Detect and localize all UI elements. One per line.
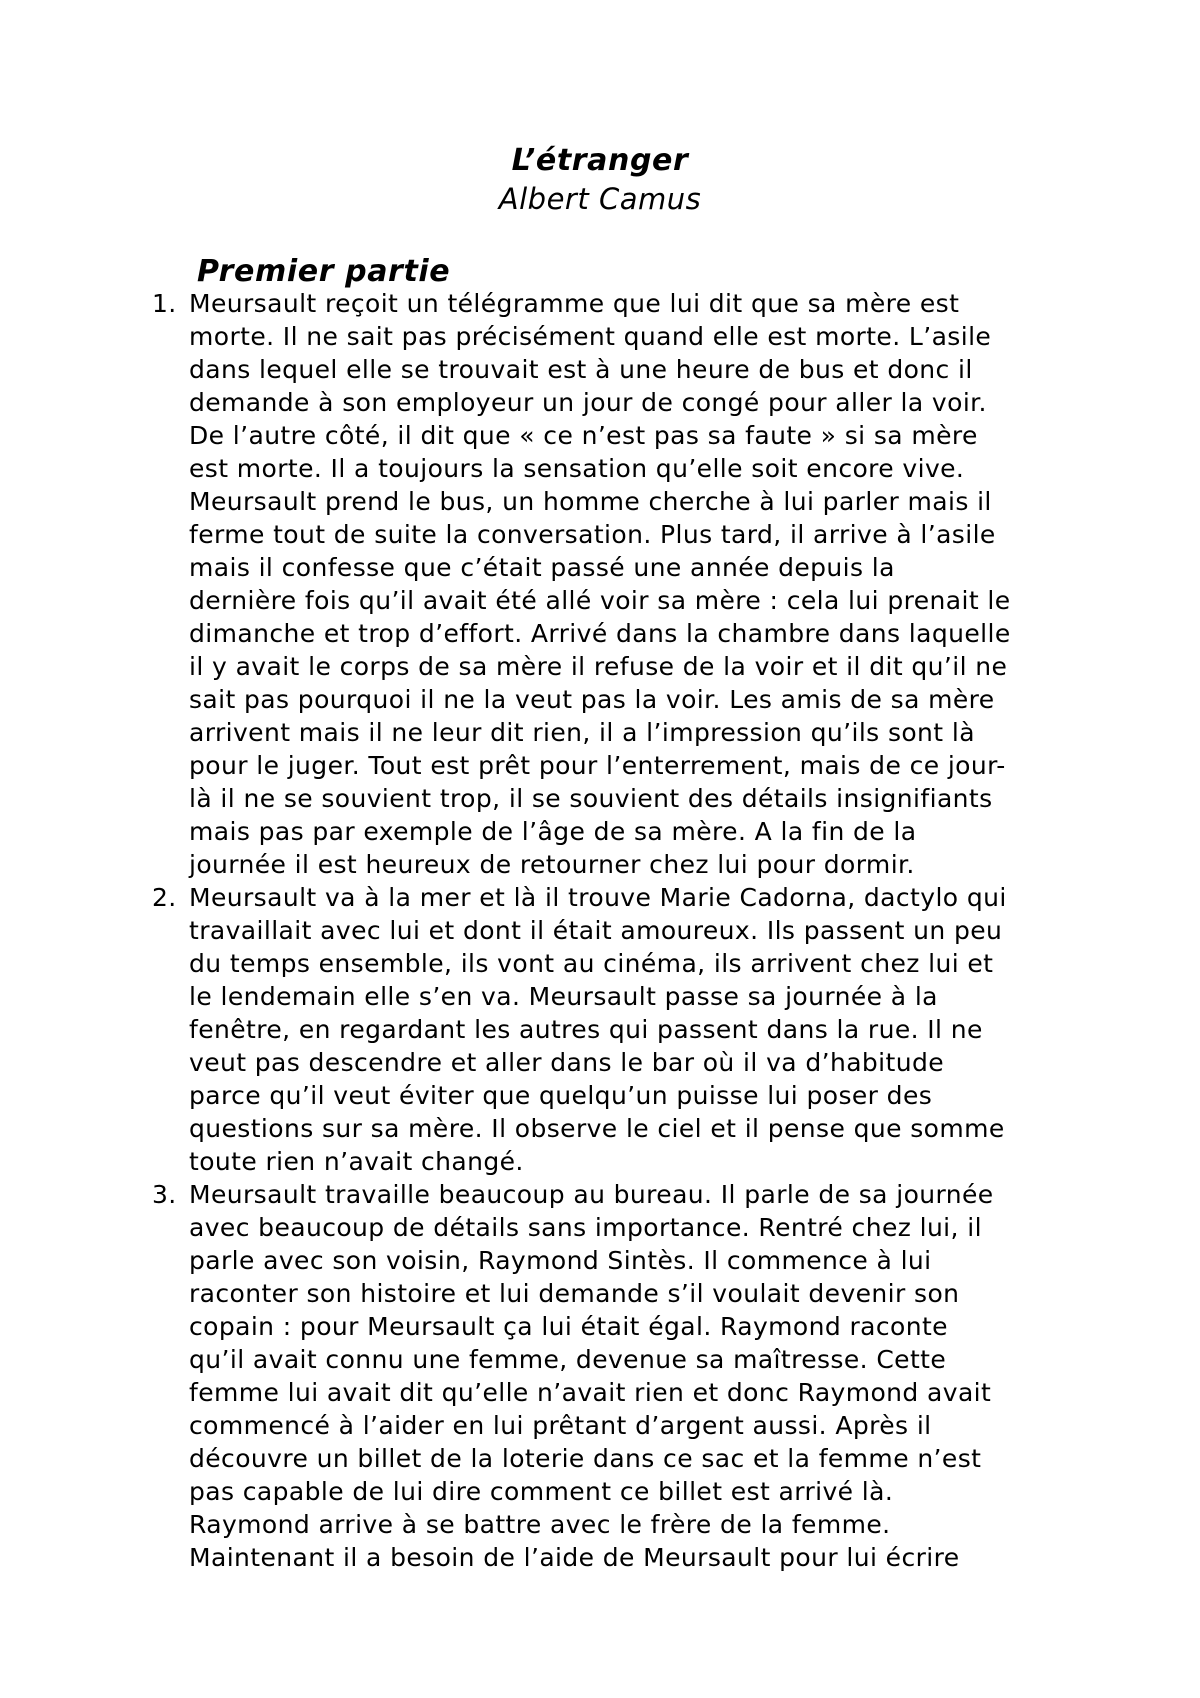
list-item-line: mais pas par exemple de l’âge de sa mère. A la fin de la (189, 817, 917, 846)
list-item-2 (0, 881, 1109, 1178)
list-item-line: copain : pour Meursault ça lui était égal. Raymond raconte (189, 1312, 948, 1341)
list-item-line: Maintenant il a besoin de l’aide de Meursault pour lui écrire (189, 1543, 960, 1572)
list-item-line: Meursault va à la mer et là il trouve Marie Cadorna, dactylo qui (189, 883, 1007, 912)
list-item-line: fenêtre, en regardant les autres qui passent dans la rue. Il ne (189, 1015, 983, 1044)
list-item-line: qu’il avait connu une femme, devenue sa maîtresse. Cette (189, 1345, 947, 1374)
list-item-number: 1. (152, 289, 177, 318)
list-item-line: morte. Il ne sait pas précisément quand elle est morte. L’asile (189, 322, 992, 351)
list-item-3 (0, 1178, 1109, 1574)
list-item-1 (0, 287, 1109, 881)
section-heading: Premier partie (197, 254, 451, 289)
list-item-line: De l’autre côté, il dit que « ce n’est pas sa faute » si sa mère (189, 421, 978, 450)
list-item-line: femme lui avait dit qu’elle n’avait rien et donc Raymond avait (189, 1378, 992, 1407)
list-item-line: toute rien n’avait changé. (189, 1147, 524, 1176)
list-item-line: ferme tout de suite la conversation. Plus tard, il arrive à l’asile (189, 520, 996, 549)
list-item-line: pour le juger. Tout est prêt pour l’enterrement, mais de ce jour- (189, 751, 1006, 780)
list-item-line: il y avait le corps de sa mère il refuse de la voir et il dit qu’il ne (189, 652, 1008, 681)
list-item-line: Meursault travaille beaucoup au bureau. Il parle de sa journée (189, 1180, 994, 1209)
list-item-line: avec beaucoup de détails sans importance. Rentré chez lui, il (189, 1213, 982, 1242)
list-item-line: Meursault prend le bus, un homme cherche à lui parler mais il (189, 487, 992, 516)
list-item-number: 3. (152, 1180, 177, 1209)
summary-list (0, 287, 1200, 1574)
list-item-line: veut pas descendre et aller dans le bar où il va d’habitude (189, 1048, 945, 1077)
list-item-line: raconter son histoire et lui demande s’il voulait devenir son (189, 1279, 960, 1308)
list-item-line: pas capable de lui dire comment ce billet est arrivé là. (189, 1477, 894, 1506)
list-item-line: mais il confesse que c’était passé une année depuis la (189, 553, 895, 582)
list-item-line: arrivent mais il ne leur dit rien, il a l’impression qu’ils sont là (189, 718, 975, 747)
list-item-line: là il ne se souvient trop, il se souvient des détails insignifiants (189, 784, 993, 813)
list-item-line: dernière fois qu’il avait été allé voir sa mère : cela lui prenait le (189, 586, 1011, 615)
list-item-line: Meursault reçoit un télégramme que lui dit que sa mère est (189, 289, 960, 318)
list-item-line: questions sur sa mère. Il observe le ciel et il pense que somme (189, 1114, 1005, 1143)
list-item-number: 2. (152, 883, 177, 912)
list-item-line: parce qu’il veut éviter que quelqu’un puisse lui poser des (189, 1081, 933, 1110)
list-item-line: journée il est heureux de retourner chez lui pour dormir. (189, 850, 915, 879)
document-title: L’étranger (511, 143, 689, 178)
list-item-line: sait pas pourquoi il ne la veut pas la voir. Les amis de sa mère (189, 685, 995, 714)
list-item-line: dans lequel elle se trouvait est à une heure de bus et donc il (189, 355, 973, 384)
list-item-line: dimanche et trop d’effort. Arrivé dans la chambre dans laquelle (189, 619, 1011, 648)
list-item-line: du temps ensemble, ils vont au cinéma, ils arrivent chez lui et (189, 949, 994, 978)
list-item-line: travaillait avec lui et dont il était amoureux. Ils passent un peu (189, 916, 1003, 945)
list-item-line: parle avec son voisin, Raymond Sintès. Il commence à lui (189, 1246, 932, 1275)
list-item-line: Raymond arrive à se battre avec le frère de la femme. (189, 1510, 891, 1539)
document-author: Albert Camus (498, 182, 702, 216)
list-item-line: est morte. Il a toujours la sensation qu’elle soit encore vive. (189, 454, 965, 483)
list-item-line: le lendemain elle s’en va. Meursault passe sa journée à la (189, 982, 938, 1011)
list-item-line: découvre un billet de la loterie dans ce sac et la femme n’est (189, 1444, 982, 1473)
list-item-line: demande à son employeur un jour de congé pour aller la voir. (189, 388, 987, 417)
list-item-line: commencé à l’aider en lui prêtant d’argent aussi. Après il (189, 1411, 932, 1440)
